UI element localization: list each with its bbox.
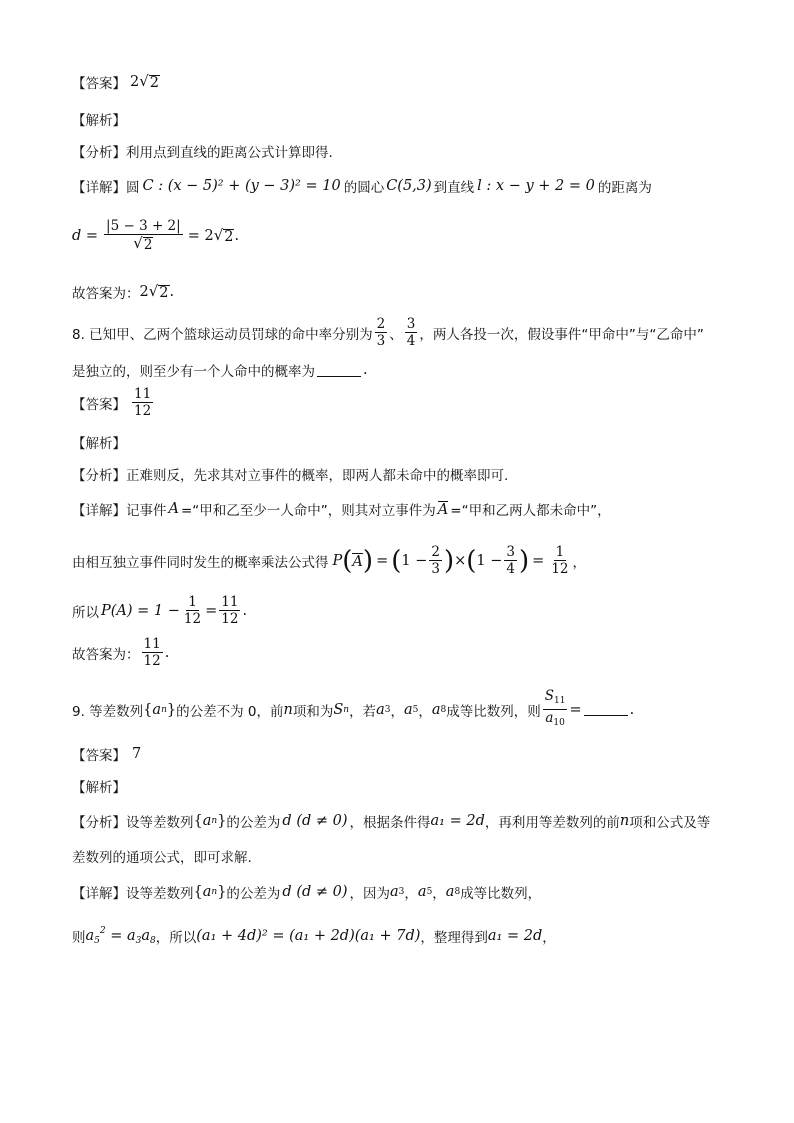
fenxi-label: 【分析】 [72,815,126,831]
seq-symbol: a [202,884,212,900]
sqrt-arg: 2 [149,75,160,91]
q9-stem-text: 9. 等差数列 [72,703,144,720]
fraction [504,544,517,577]
text: 到直线 [433,180,475,196]
fraction [429,544,442,577]
equation: (a₁ + 4d)² = (a₁ + 2d)(a₁ + 7d) [196,928,421,944]
fenxi-label: 【分析】 [72,468,126,484]
q8-fenxi-line [72,464,508,484]
fenxi-label: 【分析】 [72,145,126,161]
q8-answer-line [72,386,155,419]
n-symbol: n [619,813,630,829]
therefore-label: 故答案为： [72,286,140,302]
q9-stem-text: 成等比数列，则 [446,703,541,720]
answer-blank [317,364,361,377]
q8-stem-line1 [72,316,704,349]
analysis-label: 【解析】 [72,780,126,796]
therefore-label: 故答案为： [72,646,140,663]
line-equation: l : x − y + 2 = 0 [477,178,595,194]
one-minus: 1 − [401,552,428,569]
denominator: a [545,710,554,726]
denominator: 12 [551,561,569,577]
equals: = [532,552,545,569]
q8-stem-text: ，两人各投一次，假设事件“甲命中”与“乙命中” [419,326,704,343]
q7-analysis-line [72,109,126,129]
text: 设等差数列 [126,815,194,831]
fraction [405,316,418,349]
xiangjie-label: 【详解】 [72,503,126,519]
q9-answer-line [72,744,141,764]
xiangjie-label: 【详解】 [72,886,126,902]
q9-stem-text: 的公差不为 0，前 [176,703,284,720]
text: 圆 [126,180,140,196]
event-a-complement: A [437,502,449,518]
text: 的圆心 [343,180,385,196]
ratio-fraction: $\frac{S_{11}}{a_{10}}$ [544,688,566,728]
text: ，因为 [349,886,391,902]
sqrt-expr: √ 2 [139,72,160,91]
q8-analysis-line [72,432,126,452]
sn-symbol: S [333,701,344,718]
answer-blank [584,703,628,716]
q8-pa-line: 所以 P(A) = 1 − $\frac{1}{12}$ = $\frac{11}{12}$ . [72,594,248,627]
numerator: 11 [221,594,239,610]
geo-relation: $a_5^2 = a_3a_8$ [85,926,156,946]
final-coef: 2 [139,284,149,300]
text: 则 [72,930,86,946]
sqrt-arg: 2 [143,237,153,253]
distance-fraction [104,218,183,253]
numerator: 3 [406,316,416,332]
analysis-label: 【解析】 [72,436,126,452]
a3: a [376,701,385,718]
fraction [375,316,388,349]
q7-distance-formula: d = |5 − 3 + 2| √ 2 = 2 √ 2 . [72,218,240,253]
d-label: d = [72,227,99,244]
text: =“甲和乙两人都未命中”， [450,503,611,519]
numerator: 2 [431,544,440,560]
text: 的距离为 [597,180,652,196]
fraction [549,544,570,577]
equals: = [205,602,218,619]
q8-stem-text: 是独立的，则至少有一个人命中的概率为 [72,364,315,380]
denominator: 3 [376,333,386,349]
text: 成等比数列， [460,886,542,902]
sqrt-arg: 2 [159,285,169,301]
text: ，所以 [155,930,197,946]
q9-stem-text: 项和为 [292,703,334,720]
fraction [142,636,163,669]
text: 的公差为 [226,815,281,831]
denominator: 4 [506,561,515,577]
text: 差数列的通项公式，即可求解. [72,850,252,866]
numerator: 2 [376,316,386,332]
q8-final-line: 故答案为： $\frac{11}{12}$ . [72,636,170,669]
p-symbol: P [332,552,343,569]
sqrt-expr: √ 2 [213,225,234,245]
denominator: 12 [134,403,152,419]
numerator: 3 [506,544,515,560]
xiangjie-label: 【详解】 [72,180,126,196]
seq-symbol: a [202,813,212,829]
answer-value: 7 [132,746,142,762]
denominator: 4 [406,333,416,349]
numerator: 11 [134,386,152,402]
a5: a [417,884,427,900]
center-point: C(5,3) [386,178,432,194]
sqrt-expr: √ 2 [148,282,169,301]
fraction [182,594,203,627]
a5: a [403,701,413,718]
event-a: A [168,501,179,517]
text: 、 [389,326,403,343]
q9-derivation-line [72,926,556,946]
q9-xiangjie-line: 【详解】 设等差数列 { a n } 的公差为 d (d ≠ 0) ，因为 a 3 ， a 5 ， a 8 成等比数列， [72,884,542,902]
circle-equation: C : (x − 5)² + (y − 3)² = 10 [142,178,341,194]
q8-stem-line2: 是独立的，则至少有一个人命中的概率为 . [72,362,368,380]
text: 设等差数列 [126,886,194,902]
q9-fenxi-line2 [72,846,252,866]
q9-analysis-line [72,776,126,796]
numerator: S [544,688,554,704]
q9-stem-text: ，若 [349,703,377,720]
denominator: √ 2 [133,234,153,253]
numerator: 11 [143,636,161,652]
numerator: 1 [188,594,197,610]
pa-expr: P(A) = 1 − [101,602,180,619]
result: a₁ = 2d [487,928,543,944]
seq-symbol: a [152,701,162,718]
condition: a₁ = 2d [430,813,485,829]
analysis-label: 【解析】 [72,113,126,129]
answer-label: 【答案】 [72,76,126,92]
denominator: 3 [431,561,440,577]
q8-stem-text: 8. 已知甲、乙两个篮球运动员罚球的命中率分别为 [72,326,373,343]
equals: = [376,552,389,569]
q7-final-line: 故答案为： 2 √ 2 . [72,282,175,302]
q9-fenxi-line: 【分析】 设等差数列 { a n } 的公差为 d (d ≠ 0) ，根据条件得 a₁ = 2d ，再利用等差数列的前 n 项和公式及等 [72,813,711,831]
q7-xiangjie-line [72,176,652,196]
one-minus: 1 − [476,552,503,569]
answer-label: 【答案】 [72,748,126,764]
n-symbol: n [283,701,293,718]
q7-fenxi-line [72,141,333,161]
a8: a [431,701,441,718]
text: ， [542,930,556,946]
q8-xiangjie-line [72,499,611,519]
q7-answer-line [72,72,160,92]
denominator: 12 [183,611,202,627]
text: ，根据条件得 [349,815,431,831]
text: 项和公式及等 [629,815,711,831]
sqrt-arg: 2 [224,228,234,245]
times: × [454,552,467,569]
answer-label: 【答案】 [72,396,126,413]
fenxi-text: 利用点到直线的距离公式计算即得. [126,145,333,161]
a3: a [390,884,399,900]
numerator: |5 − 3 + 2| [106,218,181,234]
text: 由相互独立事件同时发生的概率乘法公式得 [72,554,329,571]
text: ，再利用等差数列的前 [484,815,620,831]
event-a-complement: A [352,553,363,570]
numerator: 1 [555,544,565,560]
text: 所以 [72,604,99,621]
denominator: 12 [221,611,239,627]
q8-product-formula: 由相互独立事件同时发生的概率乘法公式得 P ( A ) = ( 1 − $\frac{2}{3}$ ) × ( 1 − $\frac{3}{4}$ ) = $\frac{1}{12}$ ， [72,544,586,577]
answer-coef: 2 [130,74,140,90]
text: 记事件 [126,503,167,519]
fenxi-text: 正难则反，先求其对立事件的概率，即两人都未命中的概率即可. [126,468,509,484]
text: =“甲和乙至少一人命中”，则其对立事件为 [180,503,436,519]
denominator: 12 [143,653,161,669]
q9-stem-line: 9. 等差数列 { a n } 的公差不为 0，前 n 项和为 S n ，若 a 3 ， a 5 ， a 8 成等比数列，则 $\frac{S_{11}}{a_{10}}$ = . [72,688,634,731]
text: ，整理得到 [420,930,488,946]
answer-fraction [132,386,153,419]
fraction [219,594,240,627]
text: 的公差为 [226,886,281,902]
d-result: = 2 [187,227,214,244]
a8: a [445,884,455,900]
